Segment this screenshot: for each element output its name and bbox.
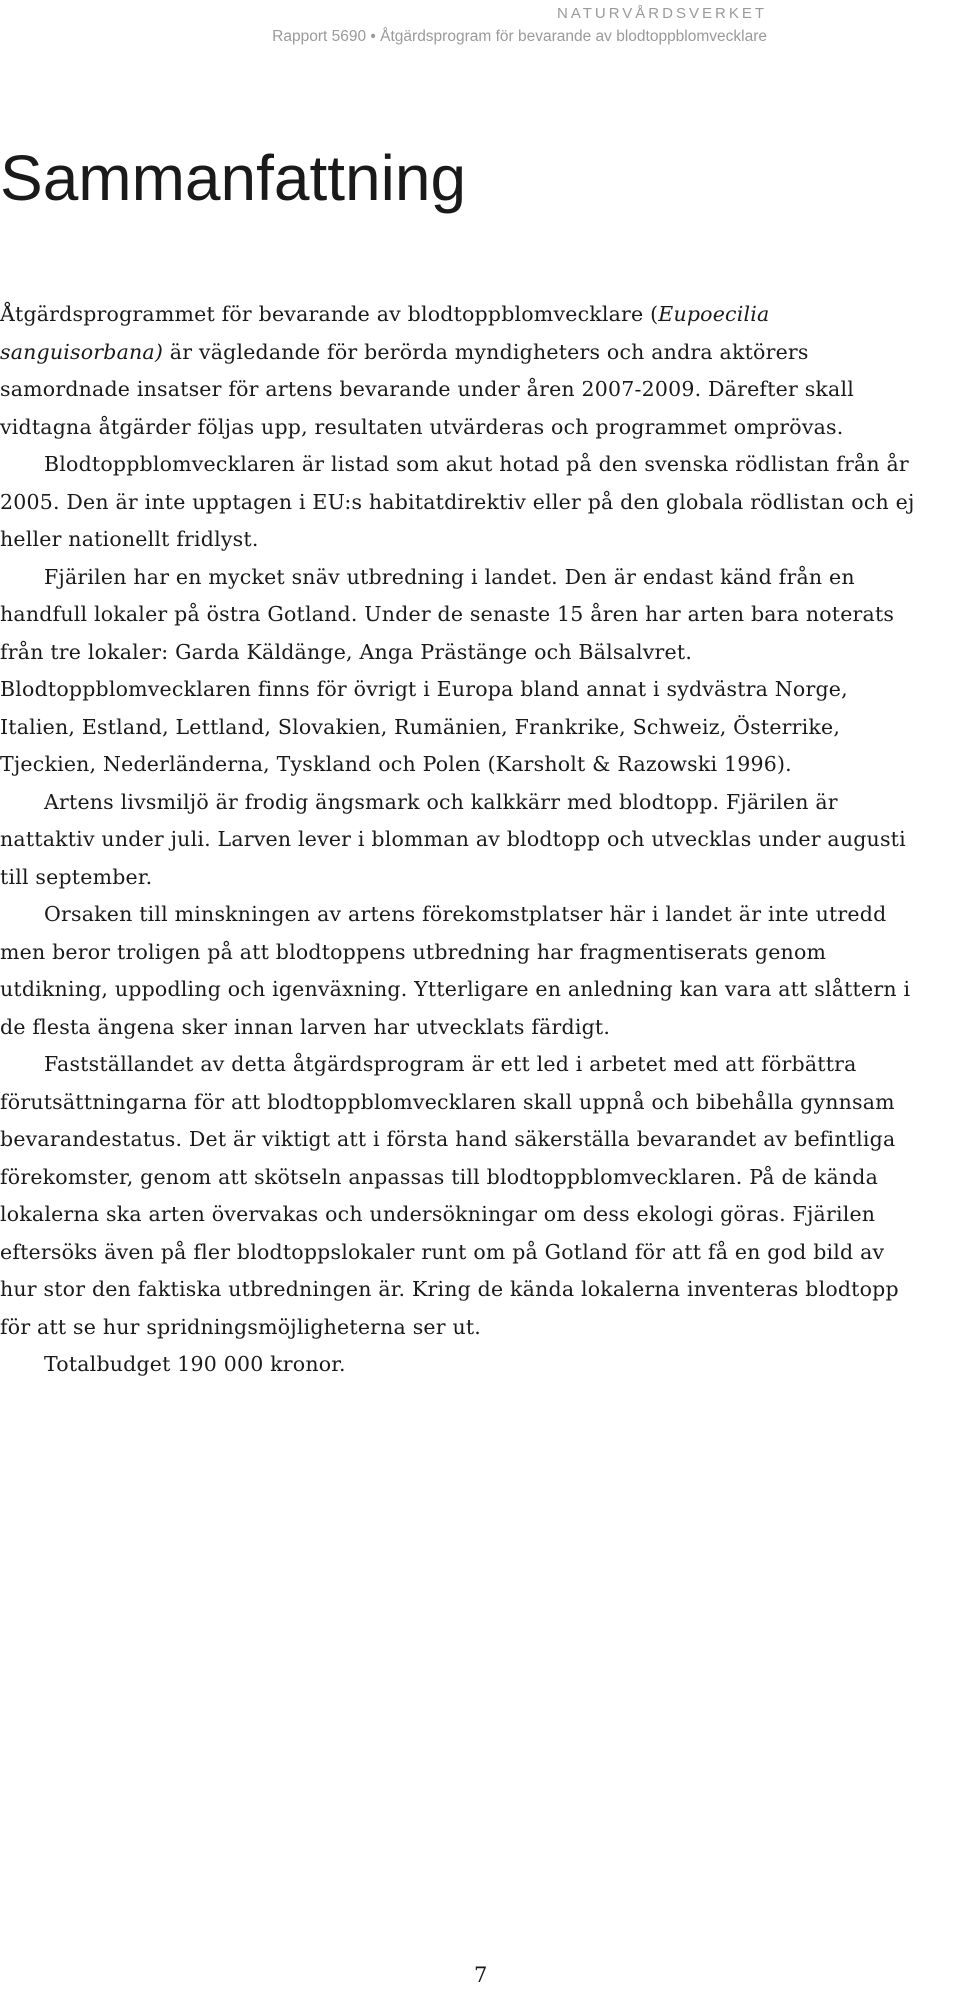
page-title: Sammanfattning: [0, 142, 467, 214]
paragraph-distribution: Fjärilen har en mycket snäv utbredning i landet. Den är endast känd från en handfull lokaler på östra Gotland. Under de senaste 15 åren har arten bara noterats från tre lokaler: Garda Käldänge, Anga Prästänge och Bälsalvret. Blodtoppblomvecklaren finns för övrigt i Europa bland annat i sydvästra Norge, Italien, Estland, Lettland, Slovakien, Rumänien, Frankrike, Schweiz, Österrike, Tjeckien, Nederländerna, Tyskland och Polen (Karsholt & Razowski 1996).: [0, 564, 895, 776]
organization-name: NATURVÅRDSVERKET: [557, 5, 767, 22]
paragraph-redlist: Blodtoppblomvecklaren är listad som akut hotad på den svenska rödlistan från år 2005. Den är inte upptagen i EU:s habitatdirektiv eller på den globala rödlistan och ej heller nationellt fridlyst.: [0, 452, 915, 551]
paragraph-causes: Orsaken till minskningen av artens förekomstplatser här i landet är inte utredd men beror troligen på att blodtoppens utbredning har fragmentiserats genom utdikning, uppodling och igenväxning. Ytterligare en anledning kan vara att slåttern i de flesta ängena sker innan larven har utvecklats färdigt.: [0, 902, 911, 1039]
intro-text-start: Åtgärdsprogrammet för bevarande av blodtoppblomvecklare (: [0, 302, 659, 326]
running-header: [272, 4, 767, 47]
intro-text-end: är vägledande för berörda myndigheters och andra aktörers samordnade insatser för artens bevarande under åren 2007-2009. Därefter skall vidtagna åtgärder följas upp, resultaten utvärderas och programmet omprövas.: [0, 339, 854, 439]
paragraph-habitat: Artens livsmiljö är frodig ängsmark och kalkkärr med blodtopp. Fjärilen är nattaktiv under juli. Larven lever i blomman av blodtopp och utvecklas under augusti till september.: [0, 789, 906, 889]
paragraph-measures: Fastställandet av detta åtgärdsprogram är ett led i arbetet med att förbättra förutsättningarna för att blodtoppblomvecklaren skall uppnå och bibehålla gynnsam bevarandestatus. Det är viktigt att i första hand säkerställa bevarandet av befintliga förekomster, genom att skötseln anpassas till blodtoppblomvecklaren. På de kända lokalerna ska arten övervakas och undersökningar om dess ekologi göras. Fjärilen eftersöks även på fler blodtoppslokaler runt om på Gotland för att få en god bild av hur stor den faktiska utbredningen är. Kring de kända lokalerna inventeras blodtopp för att se hur spridningsmöjligheterna ser ut.: [0, 1052, 899, 1339]
paragraph-budget: Totalbudget 190 000 kronor.: [44, 1352, 346, 1376]
report-title: Rapport 5690 • Åtgärdsprogram för bevarande av blodtoppblomvecklare: [272, 28, 767, 45]
species-latin-name: Eupoecilia sanguisorbana): [0, 302, 770, 364]
summary-body: [0, 296, 915, 1384]
page-number: 7: [474, 1963, 488, 1987]
paragraph-intro: [0, 296, 915, 446]
